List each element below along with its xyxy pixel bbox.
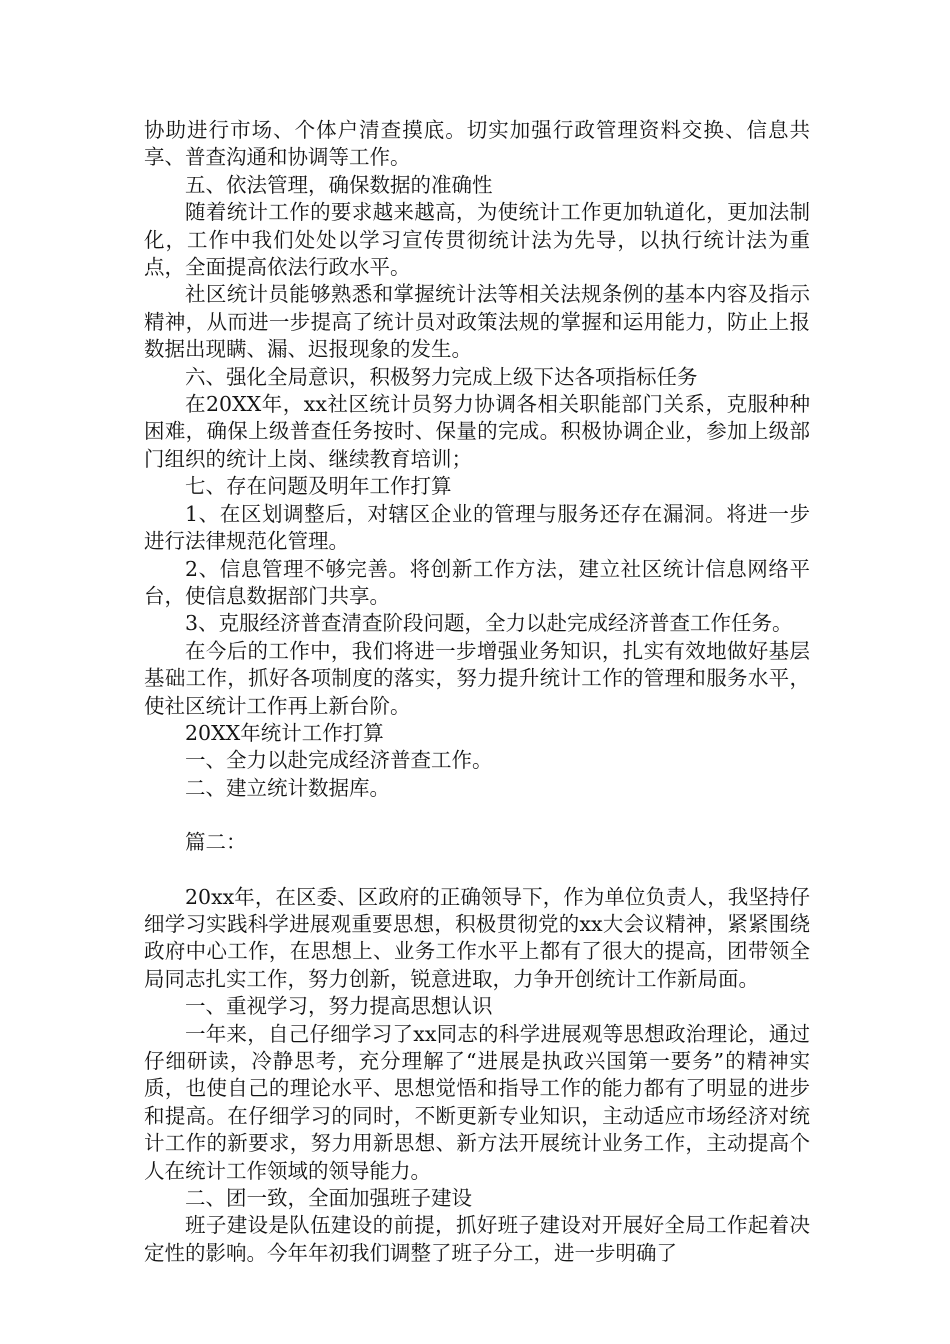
list-item: 1、在区划调整后，对辖区企业的管理与服务还存在漏洞。将进一步进行法律规范化管理。 <box>144 501 810 554</box>
paragraph: 随着统计工作的要求越来越高，为使统计工作更加轨道化，更加法制化，工作中我们处处以学习宣传贯彻统计法为先导，以执行统计法为重点，全面提高依法行政水平。 <box>144 200 810 280</box>
section-heading: 七、存在问题及明年工作打算 <box>185 474 452 499</box>
list-item: 2、信息管理不够完善。将创新工作方法，建立社区统计信息网络平台，使信息数据部门共享。 <box>144 556 810 608</box>
section-heading: 20XX年统计工作打算 <box>185 720 384 745</box>
section-heading: 二、团一致，全面加强班子建设 <box>185 1186 472 1211</box>
paragraph: 社区统计员能够熟悉和掌握统计法等相关法规条例的基本内容及指示精神，从而进一步提高了统计员对政策法规的掌握和运用能力，防止上报数据出现瞒、漏、迟报现象的发生。 <box>144 282 810 362</box>
paragraph: 在今后的工作中，我们将进一步增强业务知识，扎实有效地做好基层基础工作，抓好各项制度的落实，努力提升统计工作的管理和服务水平，使社区统计工作再上新台阶。 <box>144 638 810 718</box>
list-item: 二、建立统计数据库。 <box>185 775 390 800</box>
part-heading: 篇二： <box>185 830 247 855</box>
section-heading: 一、重视学习，努力提高思想认识 <box>185 994 493 1019</box>
document-body <box>144 117 810 1267</box>
list-item: 3、克服经济普查清查阶段问题，全力以赴完成经济普查工作任务。 <box>185 611 793 636</box>
list-item: 一、全力以赴完成经济普查工作。 <box>185 748 493 773</box>
paragraph: 协助进行市场、个体户清查摸底。切实加强行政管理资料交换、信息共享、普查沟通和协调等工作。 <box>144 118 810 170</box>
section-heading: 六、强化全局意识，积极努力完成上级下达各项指标任务 <box>185 364 698 389</box>
paragraph: 20xx年，在区委、区政府的正确领导下，作为单位负责人，我坚持仔细学习实践科学进展观重要思想，积极贯彻党的xx大会议精神，紧紧围绕政府中心工作，在思想上、业务工作水平上都有了很大的提高，团带领全局同志扎实工作，努力创新，锐意进取，力争开创统计工作新局面。 <box>144 884 810 991</box>
paragraph: 在20XX年，xx社区统计员努力协调各相关职能部门关系，克服种种困难，确保上级普查任务按时、保量的完成。积极协调企业，参加上级部门组织的统计上岗、继续教育培训； <box>144 392 810 471</box>
paragraph: 班子建设是队伍建设的前提，抓好班子建设对开展好全局工作起着决定性的影响。今年年初我们调整了班子分工，进一步明确了 <box>144 1213 810 1265</box>
paragraph: 一年来，自己仔细学习了xx同志的科学进展观等思想政治理论，通过仔细研读，冷静思考，充分理解了“进展是执政兴国第一要务”的精神实质，也使自己的理论水平、思想觉悟和指导工作的能力都有了明显的进步和提高。在仔细学习的同时，不断更新专业知识，主动适应市场经济对统计工作的新要求，努力用新思想、新方法开展统计业务工作，主动提高个人在统计工作领域的领导能力。 <box>144 1021 810 1183</box>
section-heading: 五、依法管理，确保数据的准确性 <box>185 172 493 197</box>
